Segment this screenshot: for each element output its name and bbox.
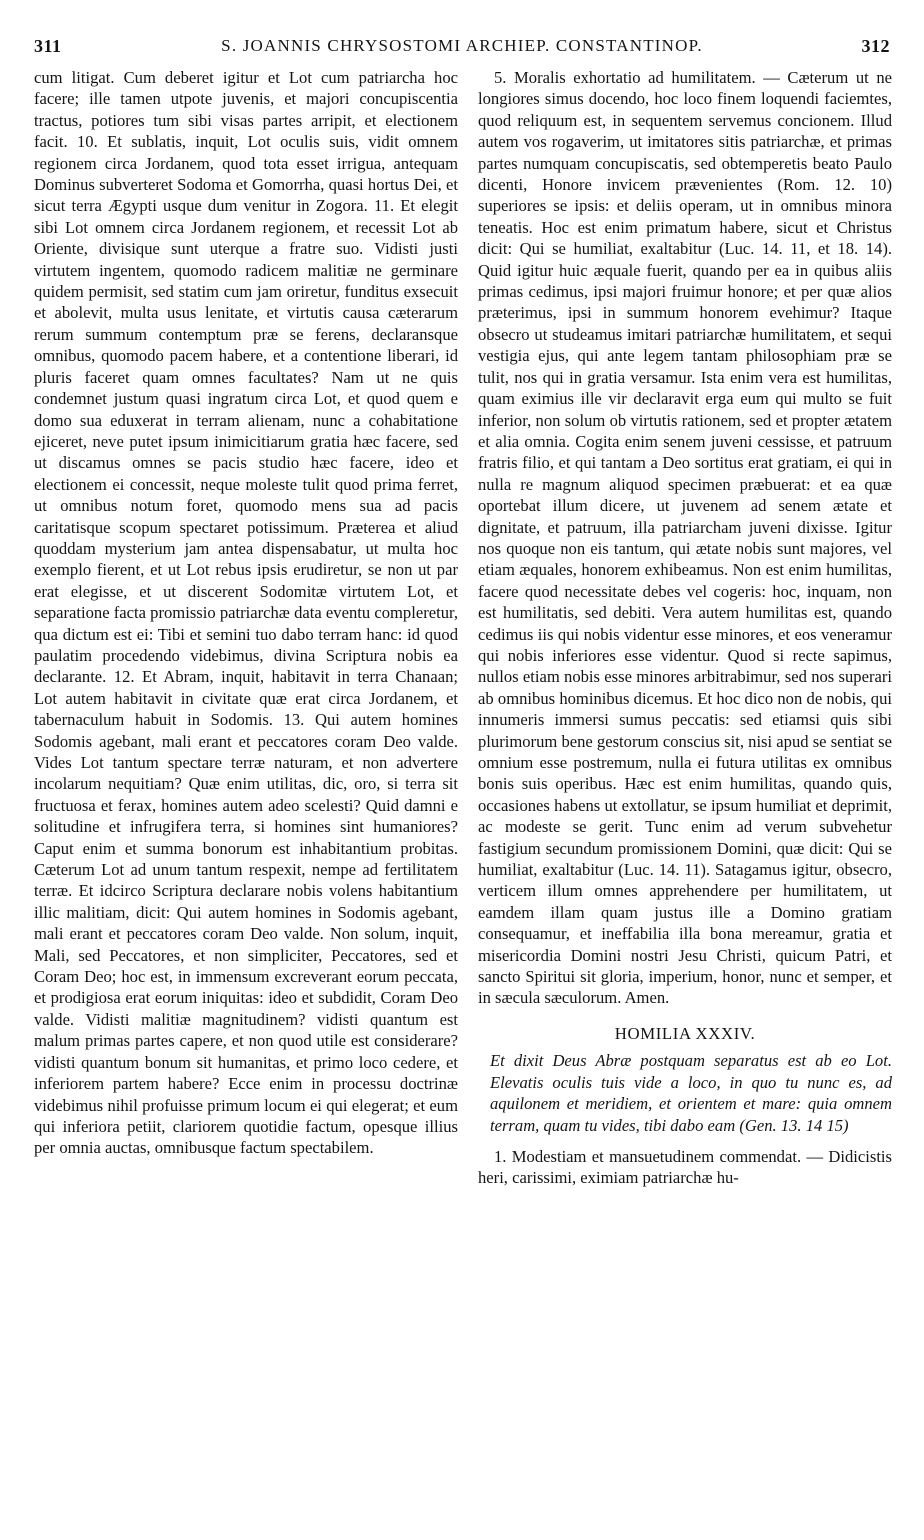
right-column [478,67,892,1523]
page-number-right: 312 [861,36,890,56]
page-number-left: 311 [34,36,62,56]
moral-exhortation-paragraph: 5. Moralis exhortatio ad humilitatem. — Cæterum ut ne longiores simus docendo, hoc loco finem loquendi faciemtes, quod reliquum est, in sequentem servemus concionem. Illud autem vos rogaverim, ut imitatores sitis patriarchæ, et primas partes numquam concupiscatis, sed obtemperetis beato Paulo dicenti, Honore invicem prævenientes (Rom. 12. 10) superiores se ipsis: et deliis operam, ut in omnibus minora teneatis. Hoc est enim primatum habere, sicut et Christus dicit: Qui se humiliat, exaltabitur (Luc. 14. 11, et 18. 14). Quid igitur huic æquale fuerit, quando per ea in quibus aliis primas cedimus, ipsi majori fruimur honore; et per quæ alios præterimus, ipsi in summum honorem evehimur? Itaque obsecro ut studeamus imitari patriarchæ humilitatem, et sequi vestigia ejus, qui ante legem tantam philosophiam præ se tulit, nos qui in gratia versamur. Ista enim vera est humilitas, quam eximius ille vir declaravit erga eum qui multo se fuit inferior, non solum ob virtutis rationem, sed et propter ætatem et alia omnia. Cogita enim senem juveni cessisse, et patruum fratris filio, et qui tantam a Deo sortitus erat gratiam, ei qui in nulla re magnum aliquod specimen præbuerat: et ea quæ oportebat illum dicere, ut juvenem ad senem ætate et dignitate, et patruum, illa patriarcham juveni dixisse. Igitur nos quoque non eis tantum, qui ætate nobis sunt majores, vel etiam æquales, honorem exhibeamus. Non est enim humilitas, facere quod necessitate debes vel cogeris: hoc, inquam, non est humilitatis, sed debiti. Vera autem humilitas est, quando cedimus iis qui nobis videntur esse minores, et eos veneramur qui nobis inferiores esse videntur. Quod si recte sapimus, nullos etiam nobis esse minores arbitrabimur, sed nos superari ab omnibus hominibus dicemus. Et hoc dico non de nobis, qui innumeris immersi sumus peccatis: sed etiamsi quis sibi plurimorum bene gestorum conscius sit, nisi apud se sentiat se omnium esse postremum, nulla ei futura utilitas ex omnibus bonis suis operibus. Hæc est enim humilitas, quando quis, occasiones habens ut extollatur, se ipsum humiliat et deprimit, ac modeste se gerit. Tunc enim ad verum subvehetur fastigium secundum promissionem Domini, quæ dicit: Qui se humiliat, exaltabitur (Luc. 14. 11). Satagamus igitur, obsecro, verticem illum omnes apprehendere per humilitatem, ut eamdem illam quam justus ille a Domino gratiam consequamur, et ineffabilia illa bona mereamur, gratia et misericordia Domini nostri Jesu Christi, quicum Patri, et sancto Spiritui sit gloria, imperium, honor, nunc et semper, et in sæcula sæculorum. Amen. [478,68,892,1008]
left-column-text: cum litigat. Cum deberet igitur et Lot cum patriarcha hoc facere; ille tamen utpote juvenis, et majori concupiscentia tractus, potiores tum sibi visas partes arripit, et electionem facit. 10. Et sublatis, inquit, Lot oculis suis, vidit omnem regionem circa Jordanem, quod tota esset irrigua, antequam Dominus subverteret Sodoma et Gomorrha, quasi hortus Dei, et sicut terra Ægypti usque dum venitur in Zogora. 11. Et elegit sibi Lot omnem circa Jordanem regionem, et recessit Lot ab Oriente, divisique sunt uterque a fratre suo. Vidisti justi virtutem ingentem, quomodo radicem malitiæ ne germinare quidem permisit, sed statim cum jam oriretur, funditus exsecuit et abolevit, multa usus lenitate, et virtutis causa cæterarum rerum summum contemptum præ se ferens, declaransque omnibus, quomodo pacem habere, et a contentione liberari, id pluris faceret quam omnes facultates? Nam ut ne quis condemnet justum quasi ingratum circa Lot, et quod quem e domo sua eduxerat in terram alienam, nunc a cohabitatione ejiceret, neve putet ipsum inimicitiarum gratia hæc facere, sed ut discamus omnes se pacis studio hæc facere, ideo et electionem ei concessit, neque moleste tulit quod prima ferret, ut omnibus notum foret, quomodo mens sua ad pacis caritatisque scopum spectaret potissimum. Præterea et aliud quoddam mysterium jam antea dispensabatur, ut multa hoc exemplo fierent, et ut Lot rebus ipsis erudiretur, se non ut par erat elegisse, et ut discerent Sodomitæ virtutem Lot, et separatione facta promissio patriarchæ data eventu compleretur, qua dictum est ei: Tibi et semini tuo dabo terram hanc: id quod paulatim procedendo videbimus, divina Scriptura nobis ea declarante. 12. Et Abram, inquit, habitavit in terra Chanaan; Lot autem habitavit in civitate quæ erat circa Jordanem, et tabernaculum habuit in Sodomis. 13. Qui autem homines Sodomis agebant, mali erant et peccatores coram Deo valde. Vides Lot tantum spectare terræ naturam, et non advertere incolarum nequitiam? Quæ enim utilitas, dic, oro, si terra sit fructuosa et ferax, homines autem adeo scelesti? Quid damni e solitudine et infrugifera terra, si homines sint humaniores? Caput enim et summa bonorum est inhabitantium probitas. Cæterum Lot ad unum tantum respexit, nempe ad fertilitatem terræ. Et idcirco Scriptura declarare nobis volens habitantium illic malitiam, dicit: Qui autem homines in Sodomis agebant, mali erant et peccatores coram Deo valde. Non solum, inquit, Mali, sed Peccatores, et non simpliciter, Peccatores, sed et Coram Deo; hoc est, in immensum excreverant eorum peccata, et prodigiosa erat eorum iniquitas: ideo et subdidit, Coram Deo valde. Vidisti malitiæ magnitudinem? vidisti quantum est malum primas partes capere, et non quod utile est considerare? vidisti quantum bonum sit humanitas, et primo loco cedere, et inferiorem partem habere? Ecce enim in processu doctrinæ videbimus nihil profuisse primum locum ei qui elegerat; et eum qui inferiora petiit, clariorem quotidie factum, opesque illius per omnia auctas, omnibusque factum spectabilem. [34,68,458,1158]
left-column [34,67,458,1507]
running-title: S. JOANNIS CHRYSOSTOMI ARCHIEP. CONSTANTINOP. [221,36,703,55]
homily-title: HOMILIA XXXIV. [614,1023,756,1043]
homily-opening-paragraph: 1. Modestiam et mansuetudinem commendat. — Didicistis heri, carissimi, eximiam patriarchæ hu- [478,1146,892,1188]
running-header [34,36,890,58]
homily-lemma: Et dixit Deus Abræ postquam separatus est ab eo Lot. Elevatis oculis tuis vide a loco, in quo tu nunc es, ad aquilonem et meridiem, et orientem et mare: quia omnem terram, quam tu vides, tibi dabo eam (Gen. 13. 14 15) [490,1051,892,1135]
